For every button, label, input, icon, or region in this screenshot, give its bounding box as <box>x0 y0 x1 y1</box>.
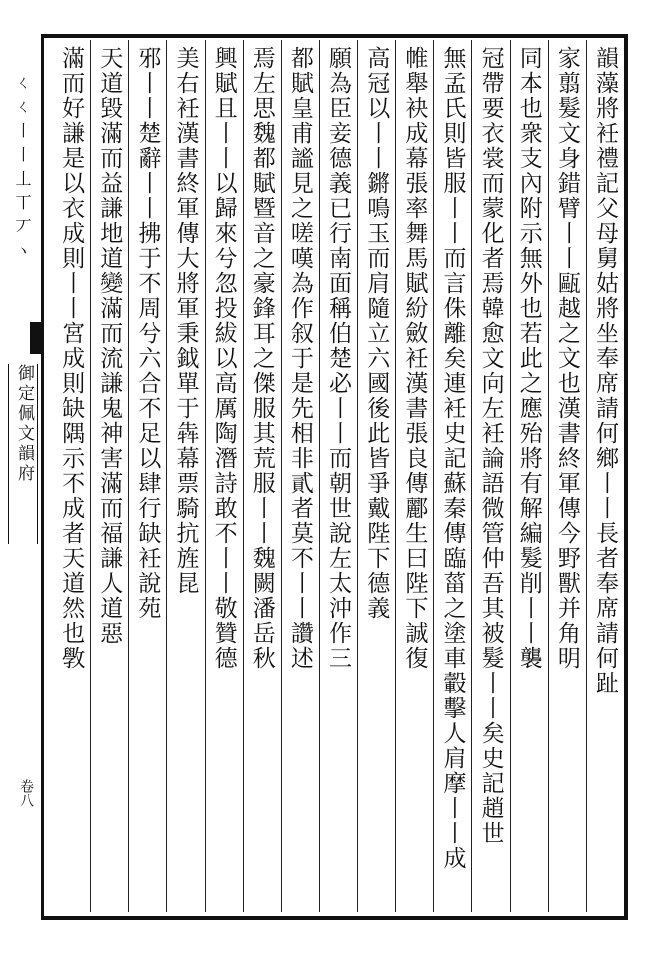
text-column: 韻藻將衽禮記父母舅姑將坐奉席請何鄉丨丨長者奉席請何趾 <box>591 46 618 696</box>
column-rule <box>90 40 91 912</box>
text-column: 無孟氏則皆服丨丨而言侏離矣連衽史記蘇秦傳臨菑之塗車轂擊人肩摩丨丨成 <box>439 46 466 871</box>
column-rule <box>319 40 320 912</box>
text-column: 家翦髮文身錯臂丨丨甌越之文也漢書終軍傳今野獸并角明 <box>553 46 580 671</box>
column-rule <box>166 40 167 912</box>
text-column: 興賦且丨丨以歸來兮忽投紱以高厲陶潛詩敢不丨丨敬贊德 <box>210 46 237 671</box>
fishtail-mark <box>30 322 44 354</box>
text-column: 焉左思魏都賦暨音之豪鋒耳之傑服其荒服丨丨魏闕潘岳秋 <box>248 46 275 671</box>
text-column: 高冠以丨丨鏘鳴玉而肩隨立六國後此皆爭戴陛下德義 <box>363 46 390 621</box>
column-rule <box>281 40 282 912</box>
text-column: 願為臣妾德義已行南面稱伯楚必丨丨而朝世說左太沖作三 <box>325 46 352 671</box>
column-rule <box>586 40 587 912</box>
column-rule <box>395 40 396 912</box>
page-margin <box>0 34 44 920</box>
text-column: 冠帶要衣裳而蒙化者焉韓愈文向左衽論語微管仲吾其被髮丨丨矣史記趙世 <box>477 46 504 846</box>
text-column: 邪丨丨楚辭丨丨拂于不周兮六合不足以肆行缺衽說苑 <box>134 46 161 621</box>
column-rule <box>471 40 472 912</box>
text-column: 都賦皇甫謐見之嗟嘆為作叙于是先相非貳者莫不丨丨讚述 <box>286 46 313 671</box>
text-column: 滿而好謙是以衣成則丨丨宮成則缺隅示不成者天道然也斆 <box>58 46 85 671</box>
margin-marks: ㄑㄑ丨丨丄丅丆ヽ <box>13 74 32 266</box>
column-rule <box>128 40 129 912</box>
text-column: 同本也衆支內附示無外也若此之應殆將有解編髮削丨丨襲 <box>515 46 542 671</box>
page-number: 卷八 <box>18 779 34 807</box>
text-column: 天道毀滿而益謙地道變滿而流謙鬼神害滿而福謙人道惡 <box>96 46 123 646</box>
column-rule <box>510 40 511 912</box>
column-rule <box>548 40 549 912</box>
column-rule <box>243 40 244 912</box>
text-column: 美右衽漢書終軍傳大將軍秉鉞單于犇幕票騎抗旌昆 <box>172 46 199 596</box>
column-rule <box>205 40 206 912</box>
text-column: 帷舉袂成幕張率舞馬賦紛斂衽漢書張良傳酈生曰陛下誠復 <box>401 46 428 671</box>
column-rule <box>357 40 358 912</box>
column-rule <box>433 40 434 912</box>
book-title: 御定佩文韻府 <box>8 364 38 544</box>
